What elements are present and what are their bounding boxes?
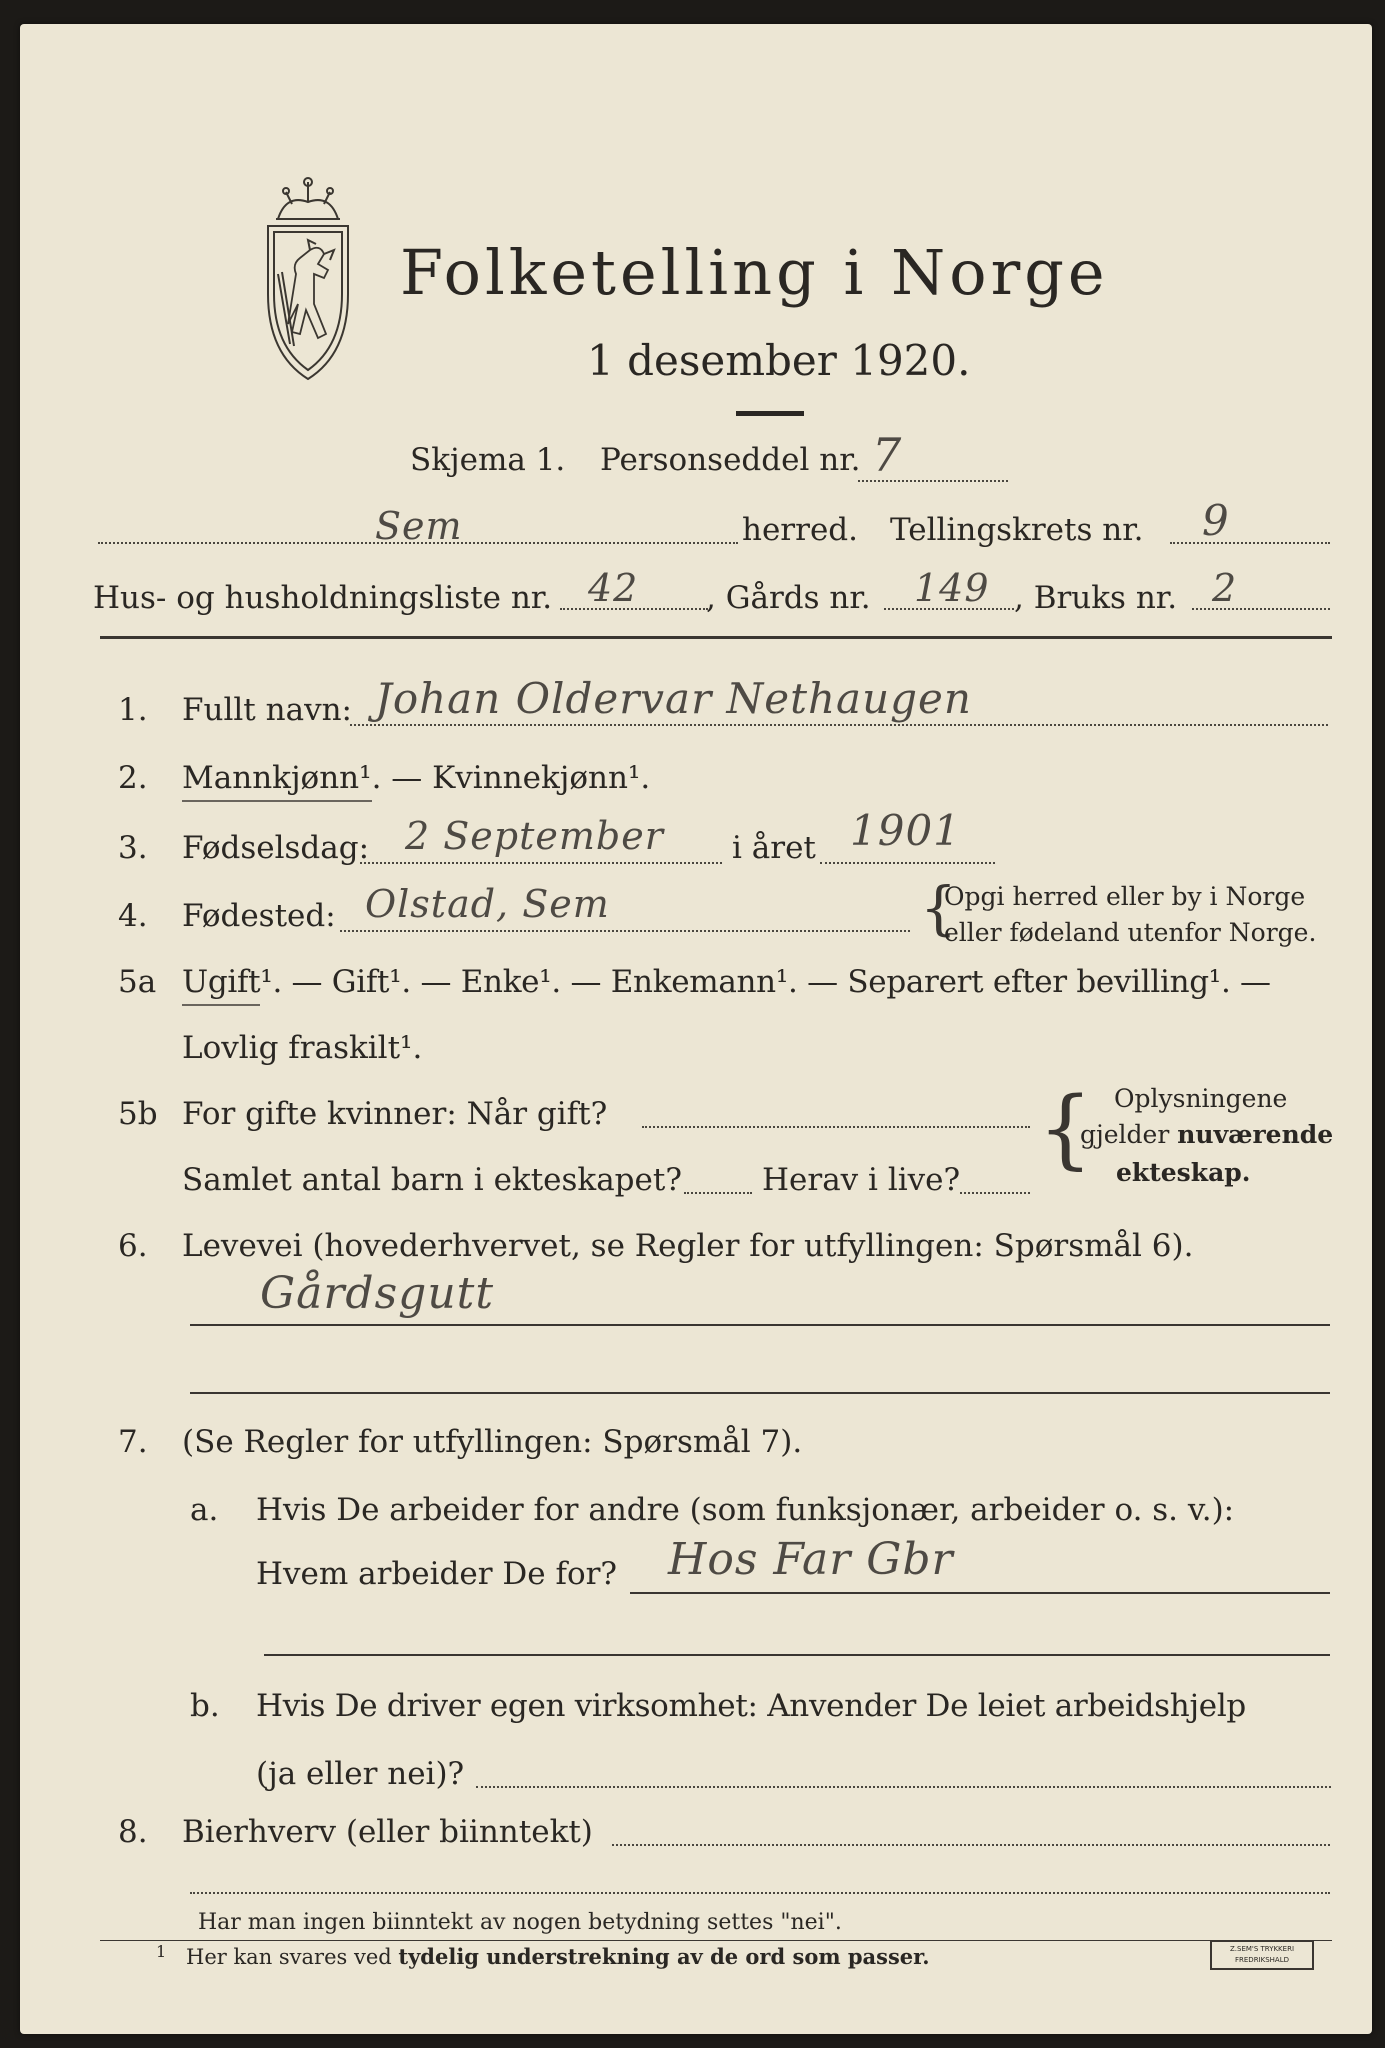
birthday-value: 2 September — [405, 814, 664, 858]
form-title: Folketelling i Norge — [400, 236, 1109, 309]
q4-brace: { — [920, 874, 957, 942]
q7-number: 7. — [118, 1424, 148, 1460]
q5b-note-2-bold: nuværende — [1177, 1120, 1334, 1149]
q5b-note-3 — [1116, 1158, 1250, 1187]
q4-note-line-2: eller fødeland utenfor Norge. — [944, 918, 1317, 947]
q7b-label-2: (ja eller nei)? — [256, 1756, 465, 1792]
q7a-label-1: Hvis De arbeider for andre (som funksjonær, arbeider o. s. v.): — [256, 1492, 1235, 1528]
q4-label: Fødested: — [182, 898, 336, 934]
q8-note: Har man ingen biinntekt av nogen betydning settes "nei". — [198, 1910, 842, 1935]
q5a-label-line-2: Lovlig fraskilt¹. — [182, 1030, 423, 1066]
bruks-label: , Bruks nr. — [1014, 580, 1178, 616]
children-alive-field[interactable] — [960, 1192, 1030, 1194]
birthplace-field[interactable] — [340, 930, 910, 932]
birthplace-value: Olstad, Sem — [365, 882, 610, 926]
married-date-field[interactable] — [642, 1126, 1030, 1128]
printer-stamp — [1210, 1940, 1314, 1970]
tellingskrets-label: Tellingskrets nr. — [890, 512, 1144, 548]
tellingskrets-field[interactable] — [1170, 542, 1330, 544]
q7b-letter: b. — [190, 1688, 220, 1724]
q5b-note-3-bold: ekteskap. — [1116, 1158, 1251, 1187]
side-income-field-line-2[interactable] — [190, 1892, 1330, 1894]
occupation-field-line-1[interactable] — [190, 1324, 1330, 1326]
hus-value: 42 — [588, 566, 639, 610]
gards-label: , Gårds nr. — [706, 580, 871, 616]
side-income-field[interactable] — [612, 1844, 1330, 1846]
occupation-field-line-2[interactable] — [190, 1392, 1330, 1394]
q6-number: 6. — [118, 1228, 148, 1264]
title-rule — [736, 411, 804, 416]
q5b-number: 5b — [118, 1096, 158, 1132]
q5b-note-1: Oplysningene — [1114, 1084, 1288, 1113]
hus-label: Hus- og husholdningsliste nr. — [93, 580, 553, 616]
printer-stamp-line-1: Z.SEM'S TRYKKERI — [1229, 1945, 1295, 1953]
q2-selection-underline — [182, 800, 372, 802]
q4-number: 4. — [118, 898, 148, 934]
q7b-label-1: Hvis De driver egen virksomhet: Anvender De leiet arbeidshjelp — [256, 1688, 1246, 1724]
q7a-letter: a. — [190, 1492, 219, 1528]
full-name-field[interactable] — [350, 724, 1328, 726]
q2-number: 2. — [118, 760, 148, 796]
printer-stamp-line-2: FREDRIKSHALD — [1234, 1956, 1289, 1964]
q5b-brace: { — [1038, 1079, 1093, 1179]
employer-field[interactable] — [630, 1592, 1330, 1594]
q8-label: Bierhverv (eller biinntekt) — [182, 1814, 593, 1850]
q5b-label-2: Samlet antal barn i ekteskapet? — [182, 1162, 682, 1198]
q3-year-label: i året — [732, 830, 816, 866]
q5b-label-3: Herav i live? — [762, 1162, 961, 1198]
q7a-label-2: Hvem arbeider De for? — [256, 1556, 618, 1592]
q5b-note-2-text: gjelder — [1080, 1120, 1170, 1149]
footnote-divider — [100, 1940, 1332, 1941]
full-name-value: Johan Oldervar Nethaugen — [375, 674, 972, 723]
q3-number: 3. — [118, 830, 148, 866]
q5b-label-1: For gifte kvinner: Når gift? — [182, 1096, 608, 1132]
footnote-text-regular: Her kan svares ved — [186, 1945, 392, 1969]
q1-number: 1. — [118, 692, 148, 728]
header-divider — [100, 636, 1332, 639]
form-date: 1 desember 1920. — [587, 336, 971, 385]
q5b-note-2 — [1080, 1120, 1333, 1149]
q6-label: Levevei (hovederhvervet, se Regler for utfyllingen: Spørsmål 6). — [182, 1228, 1194, 1264]
children-count-field[interactable] — [684, 1192, 752, 1194]
gards-value: 149 — [914, 566, 990, 610]
herred-value: Sem — [375, 504, 463, 548]
q8-number: 8. — [118, 1814, 148, 1850]
tellingskrets-value: 9 — [1202, 496, 1230, 545]
skjema-label: Skjema 1. — [410, 442, 566, 478]
census-form-page — [20, 24, 1372, 2034]
footnote-mark: 1 — [156, 1942, 167, 1961]
q5a-label: Ugift¹. — Gift¹. — Enke¹. — Enkemann¹. — Separert efter bevilling¹. — — [182, 964, 1271, 1000]
q5a-selection-underline — [182, 1004, 260, 1006]
norwegian-coat-of-arms-icon — [248, 174, 368, 394]
personseddel-label: Personseddel nr. — [600, 442, 861, 478]
employer-value: Hos Far Gbr — [668, 1534, 954, 1585]
bruks-value: 2 — [1212, 566, 1238, 610]
q3-label: Fødselsdag: — [182, 830, 370, 866]
q2-label: Mannkjønn¹. — Kvinnekjønn¹. — [182, 760, 651, 796]
birth-year-value: 1901 — [850, 806, 961, 855]
q4-note-line-1: Opgi herred eller by i Norge — [944, 882, 1306, 911]
q5a-number: 5a — [118, 964, 157, 1000]
hired-help-field[interactable] — [476, 1786, 1331, 1788]
birth-year-field[interactable] — [820, 862, 995, 864]
herred-label: herred. — [742, 512, 858, 548]
occupation-value: Gårdsgutt — [260, 1268, 495, 1319]
birthday-field[interactable] — [360, 862, 722, 864]
q1-label: Fullt navn: — [182, 692, 352, 728]
q7-label: (Se Regler for utfyllingen: Spørsmål 7). — [182, 1424, 803, 1460]
employer-field-line-2[interactable] — [264, 1654, 1330, 1656]
footnote-text — [186, 1944, 930, 1969]
footnote-text-bold: tydelig understrekning av de ord som passer. — [398, 1944, 930, 1969]
personseddel-value: 7 — [872, 428, 903, 482]
